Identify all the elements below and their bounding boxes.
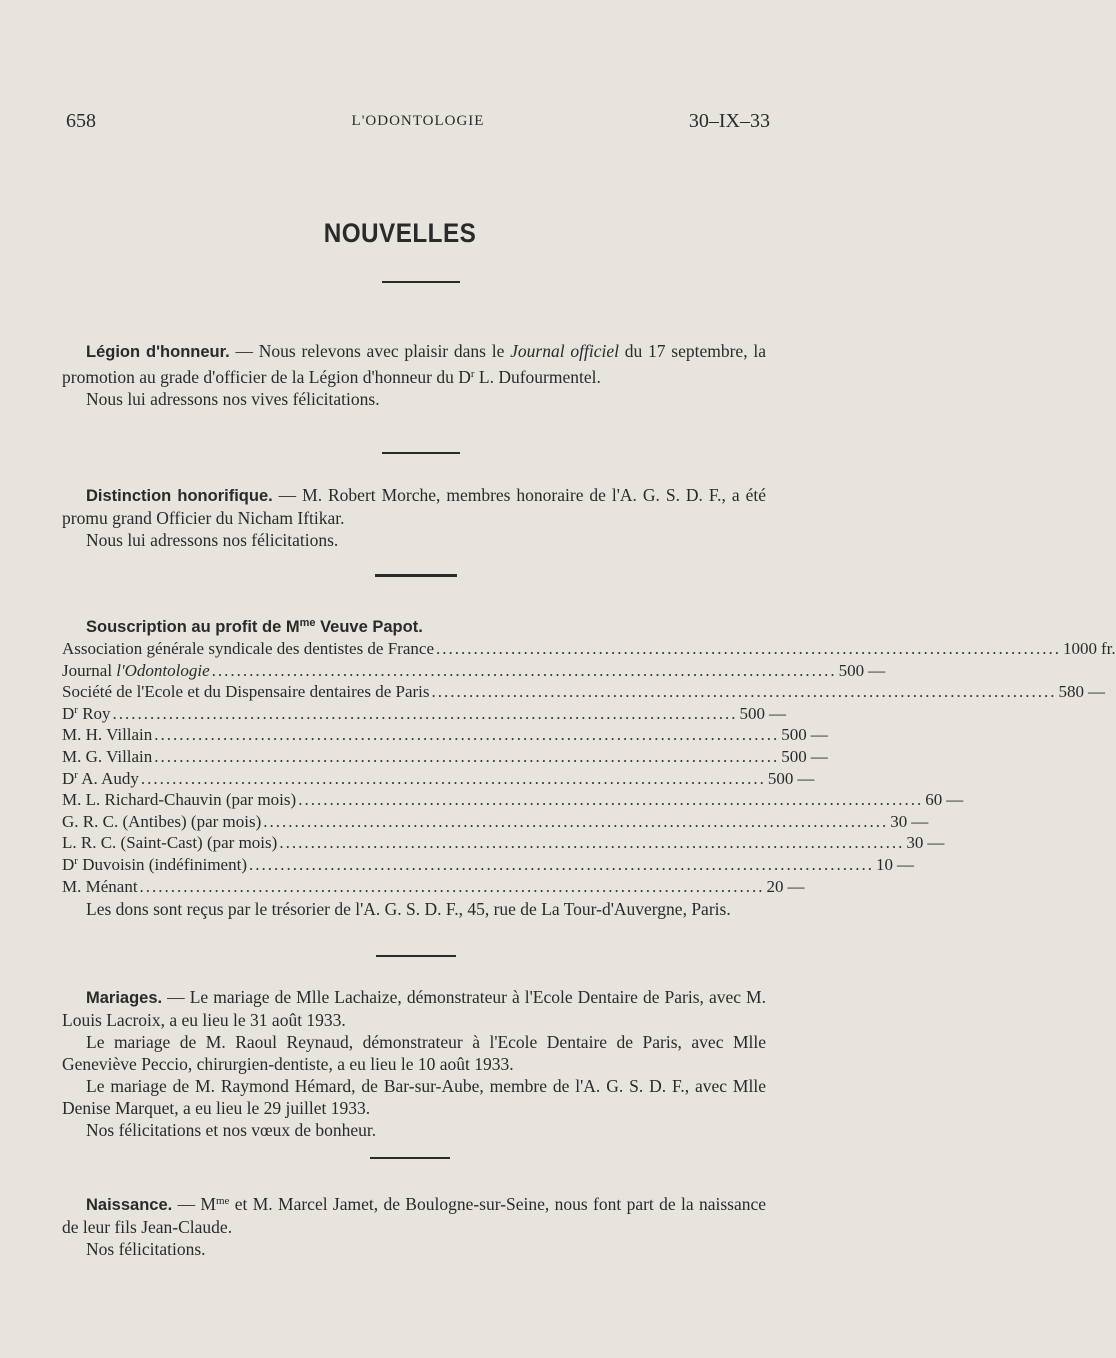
donor-name: M. G. Villain — [62, 746, 153, 766]
donation-unit: — — [927, 833, 945, 853]
naissance-paragraph: Naissance. — $M^{me}$ et M. Marcel Jamet, de Boulogne-sur-Seine, nous font part de la naissance de leur fils Jean-Claude. — [62, 1194, 767, 1237]
donor-name: M. Ménant — [62, 876, 138, 896]
distinction-heading: Distinction honorifique. — [86, 487, 273, 505]
souscription-heading: Souscription au profit de $M^{me}$ Veuve Papot. — [86, 617, 423, 636]
mariages-paragraph: Mariages. — Le mariage de Mlle Lachaize, démonstrateur à l'Ecole Dentaire de Paris, avec M. Louis Lacroix, a eu lieu le 31 août 1933. — [62, 987, 766, 1030]
journal-officiel: Journal officiel — [510, 341, 619, 361]
souscription-footer-block — [62, 898, 766, 920]
donation-amount: 1000 — [1062, 639, 1097, 658]
legion-section — [62, 340, 766, 410]
donation-amount: 500 — [767, 768, 794, 788]
donation-unit: — — [787, 876, 805, 896]
legion-paragraph: Légion d'honneur. — Nous relevons avec plaisir dans le Journal officiel du 17 septembre, la promotion au grade d'officier de la Légion d'honneur du $D^r$ L. Dufourmentel. — [62, 341, 766, 387]
donation-unit: — — [810, 725, 828, 745]
list-item — [62, 811, 929, 834]
list-item — [62, 876, 805, 899]
donation-unit: — — [797, 768, 815, 788]
legion-heading: Légion d'honneur. — [86, 343, 230, 361]
donation-amount: 500 — [838, 660, 865, 680]
divider — [370, 1157, 450, 1159]
naissance-section — [62, 1190, 766, 1260]
souscription-heading-block — [62, 612, 766, 638]
donor-name: $D^r$ Duvoisin (indéfiniment) — [62, 854, 247, 874]
donation-unit: — — [868, 660, 886, 680]
list-item — [62, 703, 787, 726]
leader-dots: .................................................................................................... — [154, 725, 780, 745]
donation-unit: — — [1088, 682, 1105, 702]
distinction-paragraph: Distinction honorifique. — M. Robert Morche, membres honoraire de l'A. G. S. D. F., a été promu grand Officier du Nicham Iftikar. — [62, 485, 766, 528]
donor-name: Journal l'Odontologie — [62, 660, 210, 680]
list-item — [62, 833, 945, 855]
distinction-felicitations: Nous lui adressons nos félicitations. — [86, 530, 339, 550]
donation-unit: fr. — [1100, 639, 1116, 658]
donor-name: M. L. Richard-Chauvin (par mois) — [62, 790, 297, 810]
donor-name: G. R. C. (Antibes) (par mois) — [62, 811, 262, 831]
list-item — [62, 790, 964, 812]
list-item — [62, 768, 815, 791]
leader-dots: .................................................................................................... — [263, 811, 889, 831]
donation-amount: 500 — [781, 725, 807, 745]
donation-unit: — — [810, 746, 828, 766]
page-title: NOUVELLES — [323, 218, 477, 248]
leader-dots: .................................................................................................... — [140, 768, 766, 788]
donor-name: M. H. Villain — [62, 725, 153, 745]
leader-dots: .................................................................................................... — [112, 703, 738, 723]
issue-date: 30–IX–33 — [688, 110, 770, 132]
donation-amount: 10 — [875, 854, 893, 874]
donor-name: Société de l'Ecole et du Dispensaire dentaires de Paris — [62, 682, 430, 702]
donation-amount: 20 — [766, 876, 784, 896]
donation-amount: 30 — [890, 811, 908, 831]
donor-list — [62, 639, 1116, 898]
naissance-felicitations: Nos félicitations. — [86, 1239, 206, 1259]
donation-unit: — — [896, 854, 914, 874]
donation-amount: 500 — [781, 746, 807, 766]
legion-felicitations: Nous lui adressons nos vives félicitations. — [86, 389, 380, 409]
donation-amount: 580 — [1058, 682, 1084, 702]
mariages-paragraph-2: Le mariage de M. Raoul Reynaud, démonstrateur à l'Ecole Dentaire de Paris, avec Mlle Geneviève Peccio, chirurgien-dentiste, a eu lieu le 10 août 1933. — [62, 1032, 766, 1074]
leader-dots: .................................................................................................... — [211, 660, 837, 680]
distinction-section — [62, 484, 766, 551]
leader-dots: .................................................................................................... — [248, 854, 874, 874]
journal-name: L'ODONTOLOGIE — [351, 113, 485, 129]
list-item — [62, 854, 914, 877]
list-item — [62, 660, 886, 683]
donation-amount: 60 — [925, 790, 943, 810]
naissance-heading: Naissance. — [86, 1196, 173, 1214]
divider — [382, 452, 460, 454]
mariages-paragraph-3: Le mariage de M. Raymond Hémard, de Bar-sur-Aube, membre de l'A. G. S. D. F., avec Mlle Denise Marquet, a eu lieu le 29 juillet 1933. — [62, 1076, 766, 1118]
donation-unit: — — [911, 811, 929, 831]
leader-dots: .................................................................................................... — [154, 746, 780, 766]
donation-unit: — — [769, 703, 787, 723]
divider — [375, 574, 457, 577]
divider — [376, 955, 456, 957]
list-item — [62, 639, 1116, 661]
donor-name: $D^r$ Roy — [62, 703, 111, 723]
souscription-footer: Les dons sont reçus par le trésorier de l'A. G. S. D. F., 45, rue de La Tour-d'Auvergne, Paris. — [86, 899, 731, 919]
mariages-heading: Mariages. — [86, 989, 163, 1007]
donor-name: $D^r$ A. Audy — [62, 768, 139, 788]
running-head — [66, 110, 770, 136]
donation-amount: 30 — [906, 833, 924, 853]
donor-name: Association générale syndicale des dentistes de France — [62, 639, 434, 658]
leader-dots: .................................................................................................... — [431, 682, 1057, 702]
donation-unit: — — [946, 790, 964, 810]
list-item — [62, 725, 828, 747]
leader-dots: .................................................................................................... — [139, 876, 765, 896]
leader-dots: .................................................................................................... — [279, 833, 905, 853]
leader-dots: .................................................................................................... — [298, 790, 924, 810]
list-item — [62, 746, 828, 769]
mariages-section — [62, 986, 766, 1141]
page-number: 658 — [66, 110, 96, 132]
donation-amount: 500 — [739, 703, 766, 723]
mariages-felicitations: Nos félicitations et nos vœux de bonheur. — [86, 1120, 377, 1140]
list-item — [62, 682, 1105, 704]
donor-name: L. R. C. (Saint-Cast) (par mois) — [62, 833, 278, 853]
divider — [382, 281, 460, 283]
leader-dots: .................................................................................................... — [435, 639, 1061, 658]
